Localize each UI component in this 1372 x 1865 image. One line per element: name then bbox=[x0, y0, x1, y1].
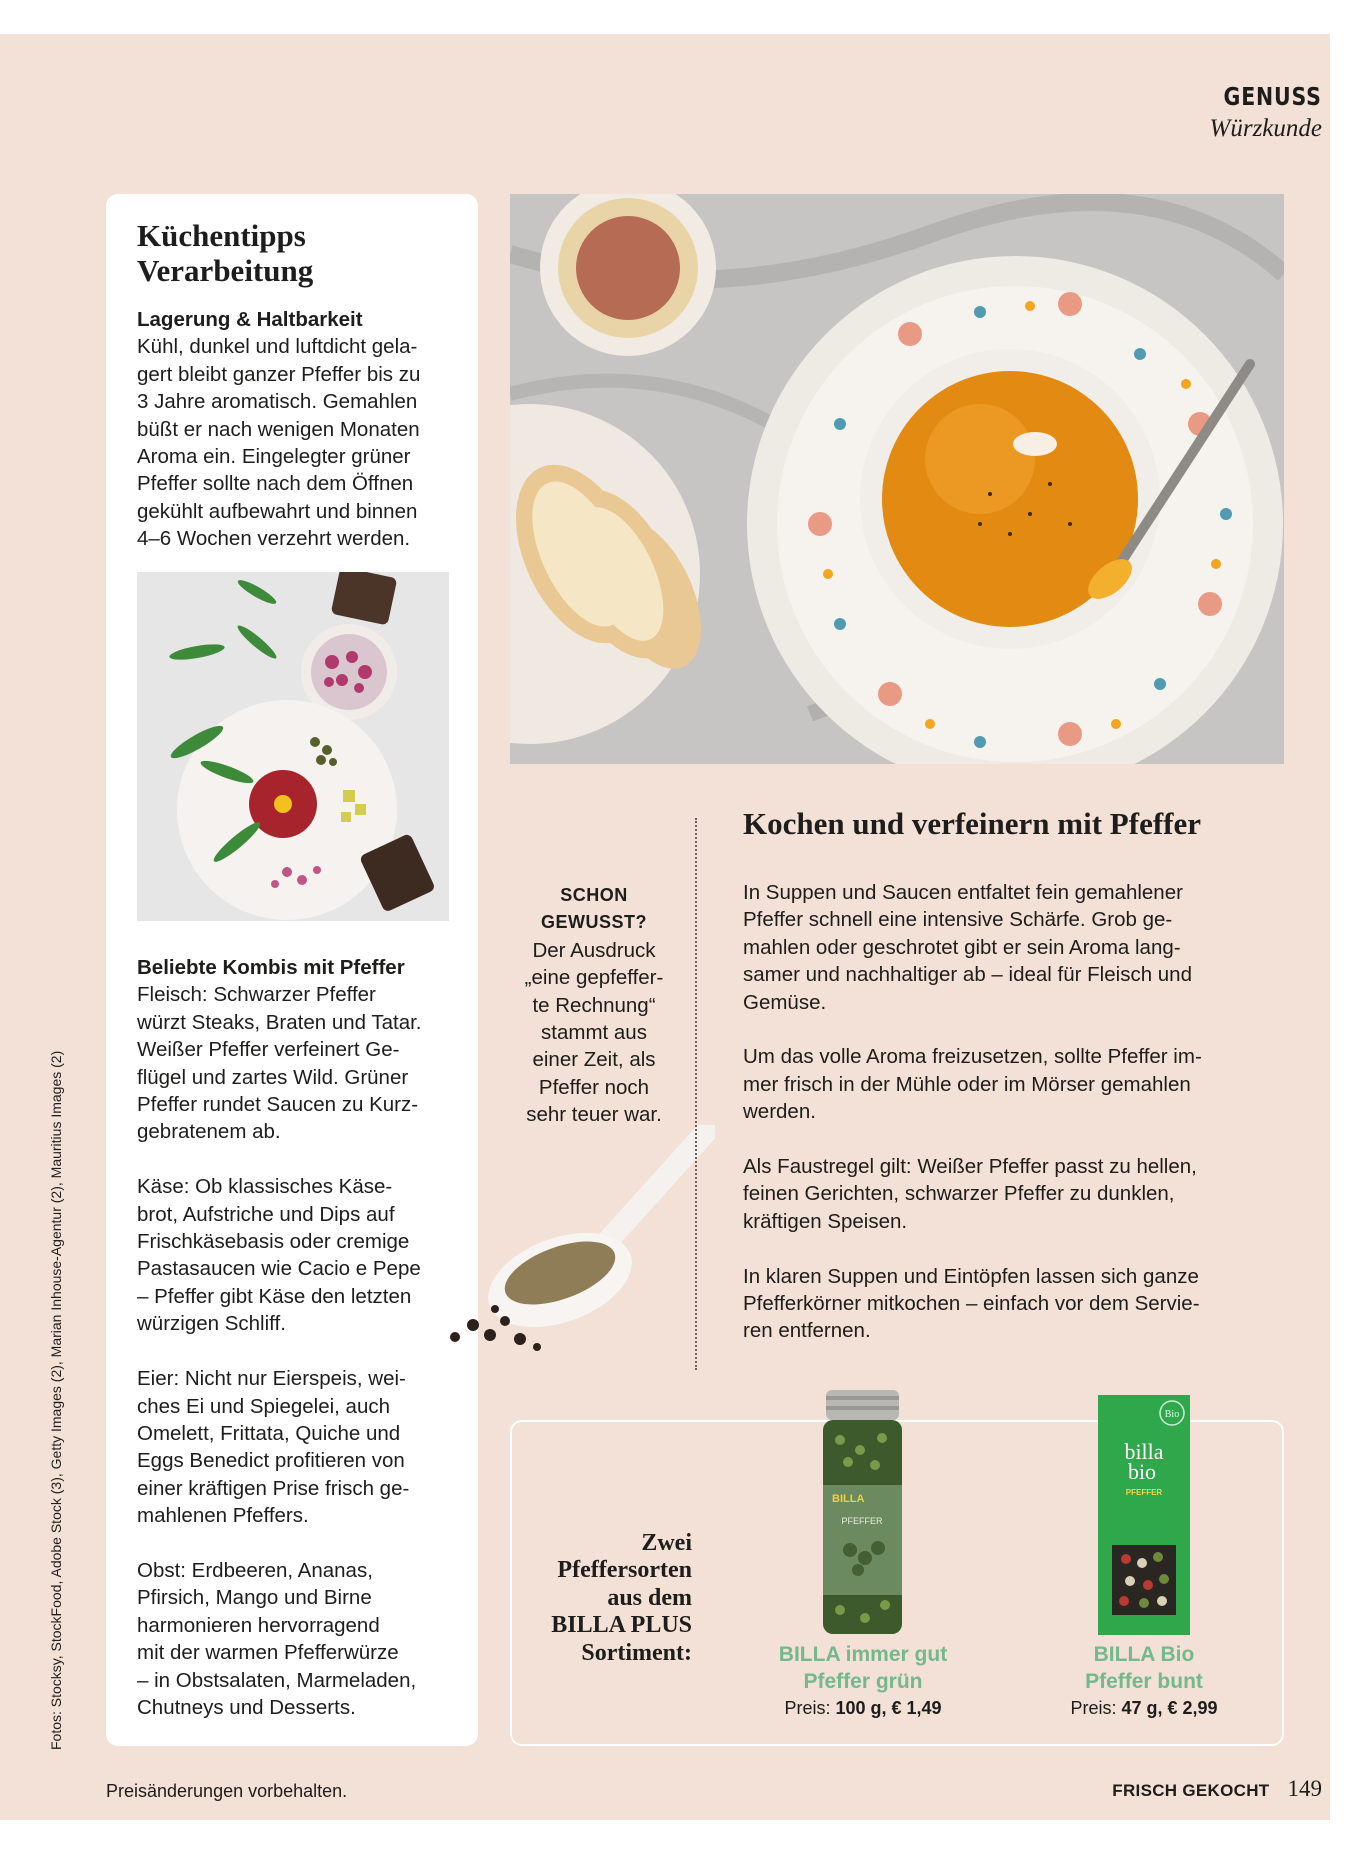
text-line: Pfeffer noch bbox=[538, 1075, 650, 1099]
text-line: Kühl, dunkel und luftdicht gela- bbox=[137, 335, 418, 359]
fact-heading bbox=[510, 882, 678, 937]
price-value: 100 g, € 1,49 bbox=[835, 1698, 942, 1718]
text-line: werden. bbox=[743, 1100, 816, 1124]
tatar-photo bbox=[137, 572, 449, 921]
article-paragraph bbox=[743, 1263, 1255, 1345]
text-line: samer und nachhaltiger ab – ideal für Fleisch und bbox=[743, 963, 1192, 987]
text-line: 4–6 Wochen verzehrt werden. bbox=[137, 527, 411, 551]
text-line: mit der warmen Pfefferwürze bbox=[137, 1641, 399, 1665]
text-line: gert bleibt ganzer Pfeffer bis zu bbox=[137, 362, 421, 386]
text-line: Pastasaucen wie Cacio e Pepe bbox=[137, 1257, 421, 1281]
text-line: Pfeffer rundet Saucen zu Kurz- bbox=[137, 1093, 419, 1117]
combos-heading: Beliebte Kombis mit Pfeffer bbox=[137, 956, 405, 979]
storage-heading: Lagerung & Haltbarkeit bbox=[137, 308, 363, 331]
text-line: büßt er nach wenigen Monaten bbox=[137, 417, 420, 441]
text-line: Pfeffer sollte nach dem Öffnen bbox=[137, 472, 414, 496]
article-body bbox=[743, 879, 1255, 1372]
text-line: Obst: Erdbeeren, Ananas, bbox=[137, 1558, 373, 1582]
text-line: Käse: Ob klassisches Käse- bbox=[137, 1175, 393, 1199]
text-line: gebratenem ab. bbox=[137, 1120, 281, 1144]
text-line: Weißer Pfeffer verfeinert Ge- bbox=[137, 1038, 400, 1062]
product-name bbox=[1024, 1641, 1264, 1695]
text-line: Pfeffer schnell eine intensive Schärfe. Grob ge- bbox=[743, 908, 1173, 932]
text-line: mahlen oder geschrotet gibt er sein Aroma lang- bbox=[743, 935, 1181, 959]
text-line: Eier: Nicht nur Eierspeis, wei- bbox=[137, 1367, 406, 1391]
text-line: gekühlt aufbewahrt und binnen bbox=[137, 499, 418, 523]
text-line: BILLA Bio bbox=[1093, 1643, 1195, 1666]
jar-label-text: PFEFFER bbox=[841, 1516, 883, 1526]
pepper-bag-illustration bbox=[1098, 1395, 1190, 1635]
article-paragraph bbox=[743, 1153, 1255, 1235]
text-line: Pfeffer bunt bbox=[1085, 1670, 1203, 1693]
photo-credit: Fotos: Stocksy, StockFood, Adobe Stock (3), Getty Images (2), Marian Inhouse-Agentur (2), Mauritius Images (2) bbox=[48, 1050, 64, 1750]
text-line: – in Obstsalaten, Marmeladen, bbox=[137, 1668, 417, 1692]
text-line: ches Ei und Spiegelei, auch bbox=[137, 1394, 391, 1418]
article-title: Kochen und verfeinern mit Pfeffer bbox=[743, 806, 1201, 841]
text-line: In Suppen und Saucen entfaltet fein gemahlener bbox=[743, 881, 1183, 904]
column-divider bbox=[695, 818, 697, 1370]
product-heading bbox=[510, 1530, 692, 1667]
text-line: Chutneys und Desserts. bbox=[137, 1695, 356, 1719]
price-disclaimer: Preisänderungen vorbehalten. bbox=[106, 1781, 348, 1801]
product-image-colored-pepper bbox=[1098, 1395, 1190, 1635]
text-line: Um das volle Aroma freizusetzen, sollte Pfeffer im- bbox=[743, 1045, 1202, 1069]
text-line: „eine gepfeffer- bbox=[524, 966, 664, 990]
section-header bbox=[1202, 82, 1322, 144]
soup-photo-illustration bbox=[510, 194, 1284, 764]
price-value: 47 g, € 2,99 bbox=[1121, 1698, 1218, 1718]
soup-photo bbox=[510, 194, 1284, 764]
text-line: Eggs Benedict profitieren von bbox=[137, 1449, 405, 1473]
pepper-jar-illustration bbox=[820, 1390, 905, 1638]
pepper-spoon-illustration bbox=[445, 1125, 715, 1365]
magazine-name: FRISCH GEKOCHT bbox=[1112, 1781, 1270, 1800]
product-image-green-pepper bbox=[820, 1390, 905, 1638]
bag-label-text: PFEFFER bbox=[1125, 1488, 1163, 1497]
text-line: Frischkäsebasis oder cremige bbox=[137, 1230, 410, 1254]
footer-folio bbox=[1112, 1776, 1322, 1802]
text-line: Aroma ein. Eingelegter grüner bbox=[137, 445, 411, 469]
text-line: Der Ausdruck bbox=[532, 938, 656, 962]
combos-section bbox=[137, 954, 467, 1721]
text-line: sehr teuer war. bbox=[526, 1103, 662, 1127]
text-line: Als Faustregel gilt: Weißer Pfeffer passt zu hellen, bbox=[743, 1155, 1197, 1179]
text-line: harmonieren hervorragend bbox=[137, 1613, 380, 1637]
text-line: würzigen Schliff. bbox=[137, 1312, 286, 1336]
text-line: Omelett, Frittata, Quiche und bbox=[137, 1421, 401, 1445]
product-price bbox=[743, 1696, 983, 1720]
text-line: kräftigen Speisen. bbox=[743, 1209, 908, 1233]
text-line: Pfirsich, Mango und Birne bbox=[137, 1586, 372, 1610]
text-line: mahlenen Pfeffers. bbox=[137, 1504, 309, 1528]
text-line: – Pfeffer gibt Käse den letzten bbox=[137, 1284, 412, 1308]
tips-card bbox=[106, 194, 478, 1746]
text-line: flügel und zartes Wild. Grüner bbox=[137, 1065, 409, 1089]
text-line: In klaren Suppen und Eintöpfen lassen sich ganze bbox=[743, 1264, 1199, 1288]
page-number: 149 bbox=[1287, 1776, 1322, 1801]
article-paragraph bbox=[743, 879, 1255, 1016]
tips-title-line: Verarbeitung bbox=[137, 253, 314, 288]
jar-label-brand: BILLA bbox=[832, 1493, 865, 1505]
pepper-spoon-image bbox=[445, 1125, 715, 1365]
product-name bbox=[743, 1641, 983, 1695]
tips-title-line: Küchentipps bbox=[137, 218, 306, 253]
text-line: BILLA immer gut bbox=[778, 1643, 948, 1666]
product-price bbox=[1024, 1696, 1264, 1720]
text-line: brot, Aufstriche und Dips auf bbox=[137, 1202, 395, 1226]
text-line: Gemüse. bbox=[743, 990, 827, 1014]
price-label: Preis: bbox=[784, 1698, 831, 1718]
bag-label-brand: billa bbox=[1124, 1439, 1164, 1464]
tips-title bbox=[137, 218, 457, 288]
storage-section bbox=[137, 306, 457, 553]
text-line: te Rechnung“ bbox=[532, 993, 656, 1017]
text-line: einer Zeit, als bbox=[532, 1048, 656, 1072]
text-line: würzt Steaks, Braten und Tatar. bbox=[137, 1010, 422, 1034]
text-line: Pfeffer grün bbox=[803, 1670, 923, 1693]
bio-badge: Bio bbox=[1164, 1409, 1180, 1420]
text-line: Pfeffersorten bbox=[557, 1557, 692, 1584]
text-line: mer frisch in der Mühle oder im Mörser gemahlen bbox=[743, 1072, 1191, 1096]
text-line: 3 Jahre aromatisch. Gemahlen bbox=[137, 390, 418, 414]
text-line: ren entfernen. bbox=[743, 1319, 871, 1343]
text-line: Sortiment: bbox=[581, 1639, 692, 1666]
article-paragraph bbox=[743, 1043, 1255, 1125]
text-line: Zwei bbox=[641, 1530, 692, 1556]
fact-box bbox=[510, 882, 678, 1129]
section-subcategory: Würzkunde bbox=[1209, 115, 1322, 142]
text-line: BILLA PLUS bbox=[551, 1612, 692, 1639]
text-line: feinen Gerichten, schwarzer Pfeffer zu dunklen, bbox=[743, 1182, 1175, 1206]
text-line: Fleisch: Schwarzer Pfeffer bbox=[137, 983, 376, 1007]
fact-heading-line: SCHON bbox=[560, 885, 628, 905]
section-category: GENUSS bbox=[1223, 82, 1322, 111]
text-line: aus dem bbox=[607, 1584, 692, 1611]
bag-label-brand: bio bbox=[1127, 1459, 1157, 1484]
text-line: stammt aus bbox=[541, 1021, 647, 1045]
tatar-photo-illustration bbox=[137, 572, 449, 921]
text-line: einer kräftigen Prise frisch ge- bbox=[137, 1476, 410, 1500]
fact-body bbox=[510, 937, 678, 1129]
price-label: Preis: bbox=[1070, 1698, 1117, 1718]
text-line: Pfefferkörner mitkochen – einfach vor dem Servie- bbox=[743, 1292, 1200, 1316]
fact-heading-line: GEWUSST? bbox=[541, 912, 647, 933]
